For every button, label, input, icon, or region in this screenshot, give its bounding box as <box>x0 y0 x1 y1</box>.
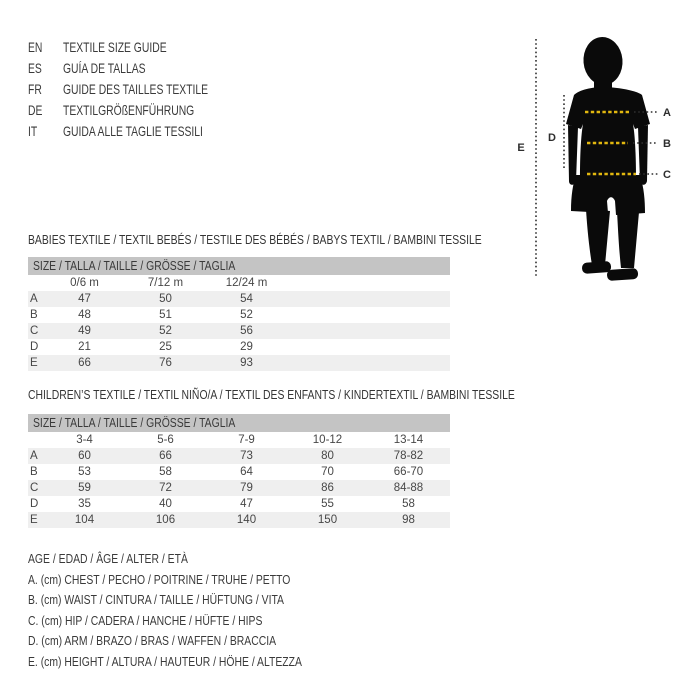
babies-section-title-text: BABIES TEXTILE / TEXTIL BEBÉS / TESTILE DES BÉBÉS / BABYS TEXTIL / BAMBINI TESSILE <box>28 232 482 247</box>
table-cell: 58 <box>159 466 172 478</box>
corner-cell <box>28 275 44 291</box>
table-cell: 72 <box>159 482 172 494</box>
table-cell: 53 <box>78 466 91 478</box>
table-cell: 56 <box>240 325 253 337</box>
table-row <box>28 291 450 307</box>
measurement-figure-svg <box>500 25 700 295</box>
table-row <box>28 496 450 512</box>
language-guide-title <box>63 100 240 121</box>
table-cell: 84-88 <box>393 482 424 494</box>
table-cell: 78-82 <box>393 450 424 462</box>
column-header: 3-4 <box>76 434 93 446</box>
legend-item-text: C. (cm) HIP / CADERA / HANCHE / HÜFTE / HIPS <box>28 612 263 628</box>
table-cell: 51 <box>159 309 172 321</box>
table-cell: 140 <box>236 514 257 526</box>
table-cell: 104 <box>74 514 95 526</box>
language-guide-title-text: GUÍA DE TALLAS <box>63 60 146 76</box>
row-label: A <box>30 293 38 305</box>
hip-label: C <box>663 169 671 181</box>
table-row <box>28 448 450 464</box>
arm-label: D <box>548 132 556 144</box>
table-row <box>28 355 450 371</box>
legend-item <box>28 652 370 673</box>
size-header-text: SIZE / TALLA / TAILLE / GRÖSSE / TAGLIA <box>33 258 236 273</box>
table-cell: 86 <box>321 482 334 494</box>
language-code-text: ES <box>28 60 42 76</box>
age-legend-text: AGE / EDAD / ÂGE / ALTER / ETÀ <box>28 551 188 566</box>
column-header-row <box>28 432 450 448</box>
row-label: B <box>30 466 38 478</box>
language-guide-title <box>63 37 203 58</box>
table-cell: 29 <box>240 341 253 353</box>
legend-item-text: D. (cm) ARM / BRAZO / BRAS / WAFFEN / BRACCIA <box>28 633 277 649</box>
language-row <box>28 37 259 58</box>
language-code <box>28 121 63 142</box>
table-cell: 60 <box>78 450 91 462</box>
children-size-table <box>28 414 450 528</box>
waist-label: B <box>663 138 671 150</box>
legend-item <box>28 590 370 611</box>
table-cell: 47 <box>240 498 253 510</box>
legend-item-text: B. (cm) WAIST / CINTURA / TAILLE / HÜFTUNG / VITA <box>28 592 284 608</box>
table-cell: 79 <box>240 482 253 494</box>
table-cell: 93 <box>240 357 253 369</box>
table-cell: 55 <box>321 498 334 510</box>
table-row <box>28 512 450 528</box>
table-cell: 66-70 <box>393 466 424 478</box>
babies-size-table <box>28 257 450 371</box>
row-label: C <box>30 482 39 494</box>
silhouette-tshirt <box>566 87 650 177</box>
size-header-bar <box>28 257 450 275</box>
column-header: 12/24 m <box>225 277 268 289</box>
legend-item-text: A. (cm) CHEST / PECHO / POITRINE / TRUHE / PETTO <box>28 571 291 587</box>
language-code <box>28 58 63 79</box>
table-cell: 76 <box>159 357 172 369</box>
silhouette-shorts <box>571 175 645 215</box>
height-label: E <box>517 142 525 154</box>
table-cell: 50 <box>159 293 172 305</box>
row-label: E <box>30 357 38 369</box>
language-code-text: FR <box>28 81 42 97</box>
language-code-text: IT <box>28 123 38 139</box>
table-cell: 150 <box>317 514 338 526</box>
size-header-bar <box>28 414 450 432</box>
language-guide-title <box>63 79 259 100</box>
language-list <box>28 37 259 142</box>
table-row <box>28 480 450 496</box>
table-cell: 40 <box>159 498 172 510</box>
row-label: B <box>30 309 38 321</box>
legend-item <box>28 611 370 632</box>
table-cell: 64 <box>240 466 253 478</box>
column-header: 0/6 m <box>70 277 99 289</box>
column-header: 7/12 m <box>147 277 184 289</box>
table-cell: 59 <box>78 482 91 494</box>
table-cell: 66 <box>159 450 172 462</box>
table-row <box>28 307 450 323</box>
row-label: E <box>30 514 38 526</box>
babies-section-title <box>28 233 595 247</box>
table-cell: 73 <box>240 450 253 462</box>
table-cell: 21 <box>78 341 91 353</box>
measurement-legend <box>28 549 370 673</box>
table-cell: 47 <box>78 293 91 305</box>
language-guide-title-text: GUIDE DES TAILLES TEXTILE <box>63 81 209 97</box>
legend-item <box>28 570 370 591</box>
silhouette-right-shoe <box>607 268 639 281</box>
language-guide-title-text: TEXTILE SIZE GUIDE <box>63 39 167 55</box>
legend-item <box>28 631 370 652</box>
language-code <box>28 37 63 58</box>
children-section-title <box>28 388 637 402</box>
chest-label: A <box>663 107 671 119</box>
language-guide-title-text: GUIDA ALLE TAGLIE TESSILI <box>63 123 203 139</box>
language-guide-title <box>63 58 175 79</box>
column-header-row <box>28 275 450 291</box>
table-row <box>28 464 450 480</box>
corner-cell <box>28 432 44 448</box>
table-cell: 80 <box>321 450 334 462</box>
table-cell: 52 <box>159 325 172 337</box>
size-header-text: SIZE / TALLA / TAILLE / GRÖSSE / TAGLIA <box>33 415 236 430</box>
table-cell: 58 <box>402 498 415 510</box>
column-header: 13-14 <box>393 434 424 446</box>
column-header: 5-6 <box>157 434 174 446</box>
language-code-text: EN <box>28 39 43 55</box>
language-code-text: DE <box>28 102 43 118</box>
table-cell: 98 <box>402 514 415 526</box>
table-row <box>28 339 450 355</box>
table-cell: 52 <box>240 309 253 321</box>
row-label: D <box>30 498 39 510</box>
children-section-title-text: CHILDREN’S TEXTILE / TEXTIL NIÑO/A / TEXTIL DES ENFANTS / KINDERTEXTIL / BAMBINI TESSILE <box>28 387 515 402</box>
language-guide-title-text: TEXTILGRÖßENFÜHRUNG <box>63 102 195 118</box>
table-cell: 49 <box>78 325 91 337</box>
silhouette-right-leg <box>617 211 639 268</box>
table-cell: 106 <box>155 514 176 526</box>
language-code <box>28 100 63 121</box>
age-legend-line <box>28 549 370 570</box>
table-cell: 48 <box>78 309 91 321</box>
language-row <box>28 58 259 79</box>
language-row <box>28 100 259 121</box>
table-cell: 66 <box>78 357 91 369</box>
table-cell: 35 <box>78 498 91 510</box>
table-cell: 54 <box>240 293 253 305</box>
silhouette-left-shoe <box>582 261 612 274</box>
row-label: C <box>30 325 39 337</box>
legend-items <box>28 570 370 673</box>
table-cell: 70 <box>321 466 334 478</box>
row-label: A <box>30 450 38 462</box>
table-cell: 25 <box>159 341 172 353</box>
row-label: D <box>30 341 39 353</box>
language-row <box>28 79 259 100</box>
child-silhouette-diagram <box>500 25 700 295</box>
language-code <box>28 79 63 100</box>
column-header: 10-12 <box>312 434 343 446</box>
legend-item-text: E. (cm) HEIGHT / ALTURA / HAUTEUR / HÖHE / ALTEZZA <box>28 653 302 669</box>
column-header: 7-9 <box>238 434 255 446</box>
table-row <box>28 323 450 339</box>
language-row <box>28 121 259 142</box>
language-guide-title <box>63 121 252 142</box>
